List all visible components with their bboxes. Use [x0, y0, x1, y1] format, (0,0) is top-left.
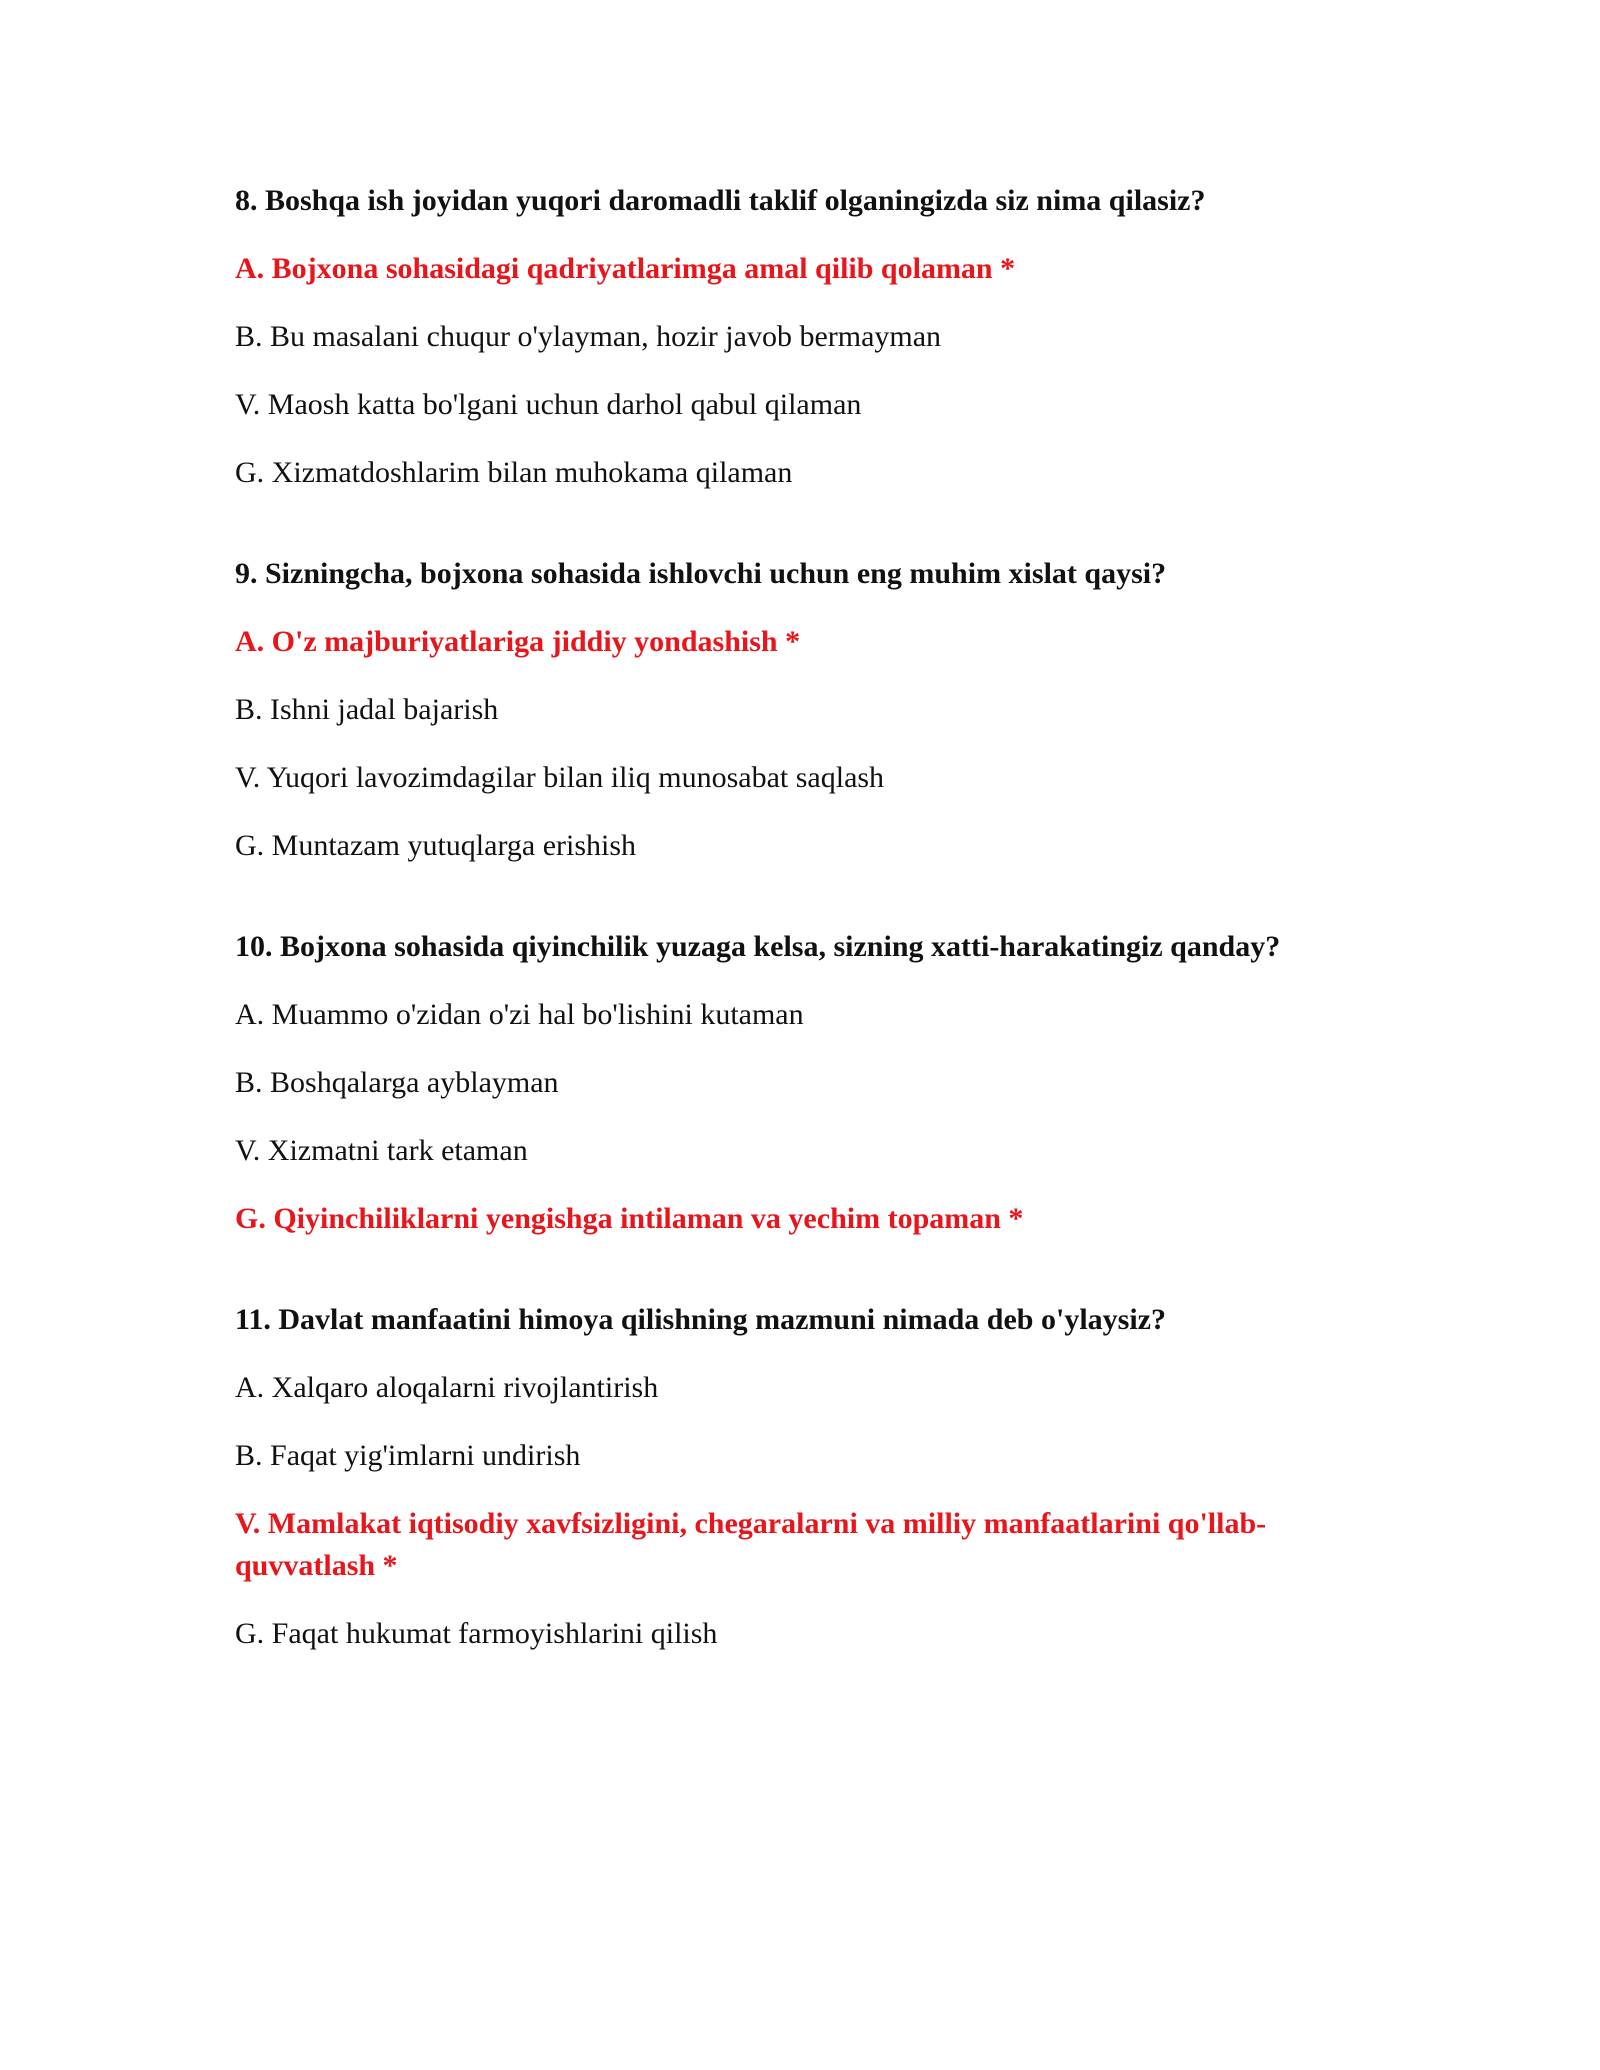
question-text: 9. Sizningcha, bojxona sohasida ishlovchi uchun eng muhim xislat qaysi? [235, 557, 1167, 590]
question-9 [235, 553, 1365, 867]
option-v: V. Maosh katta bo'lgani uchun darhol qabul qilaman [235, 388, 862, 421]
option-g: G. Faqat hukumat farmoyishlarini qilish [235, 1617, 718, 1650]
option-g: G. Muntazam yutuqlarga erishish [235, 829, 637, 862]
question-10 [235, 926, 1365, 1240]
option-b: B. Bu masalani chuqur o'ylayman, hozir javob bermayman [235, 320, 942, 353]
question-8 [235, 180, 1365, 494]
option-a-correct: A. Bojxona sohasidagi qadriyatlarimga amal qilib qolaman * [235, 252, 1016, 285]
question-11 [235, 1299, 1365, 1655]
option-b: B. Faqat yig'imlarni undirish [235, 1439, 581, 1472]
option-g-correct: G. Qiyinchiliklarni yengishga intilaman va yechim topaman * [235, 1202, 1024, 1235]
option-b: B. Boshqalarga ayblayman [235, 1066, 559, 1099]
option-v: V. Xizmatni tark etaman [235, 1134, 528, 1167]
document-page [235, 180, 1365, 1714]
option-v-correct: V. Mamlakat iqtisodiy xavfsizligini, chegaralarni va milliy manfaatlarini qo'llab-quvvatlash * [235, 1507, 1267, 1582]
option-a: A. Xalqaro aloqalarni rivojlantirish [235, 1371, 659, 1404]
option-v: V. Yuqori lavozimdagilar bilan iliq munosabat saqlash [235, 761, 885, 794]
option-a: A. Muammo o'zidan o'zi hal bo'lishini kutaman [235, 998, 804, 1031]
option-b: B. Ishni jadal bajarish [235, 693, 499, 726]
option-a-correct: A. O'z majburiyatlariga jiddiy yondashish * [235, 625, 801, 658]
question-text: 8. Boshqa ish joyidan yuqori daromadli taklif olganingizda siz nima qilasiz? [235, 184, 1206, 217]
question-text: 10. Bojxona sohasida qiyinchilik yuzaga kelsa, sizning xatti-harakatingiz qanday? [235, 930, 1281, 963]
question-text: 11. Davlat manfaatini himoya qilishning mazmuni nimada deb o'ylaysiz? [235, 1303, 1166, 1336]
option-g: G. Xizmatdoshlarim bilan muhokama qilaman [235, 456, 793, 489]
